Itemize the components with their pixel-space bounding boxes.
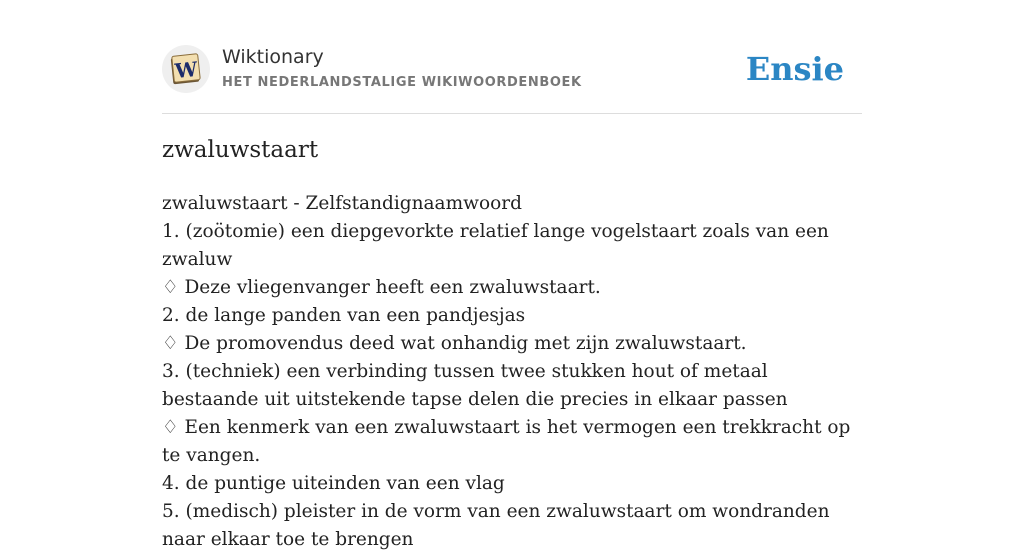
wiktionary-logo[interactable]	[162, 45, 210, 93]
definition-4: 4. de puntige uiteinden van een vlag	[162, 473, 505, 494]
definition-2: 2. de lange panden van een pandjesjas	[162, 305, 526, 326]
page-title: zwaluwstaart	[162, 137, 319, 163]
definition-content	[162, 190, 862, 554]
site-tagline: HET NEDERLANDSTALIGE WIKIWOORDENBOEK	[222, 75, 582, 90]
site-header	[162, 45, 862, 95]
definition-5: 5. (medisch) pleister in de vorm van een zwaluwstaart om wondranden naar elkaar toe te brengen	[162, 501, 830, 550]
word-type-line: zwaluwstaart - Zelfstandignaamwoord	[162, 193, 522, 214]
definition-1: 1. (zoötomie) een diepgevorkte relatief lange vogelstaart zoals van een zwaluw	[162, 221, 829, 270]
example-3: ♢ Een kenmerk van een zwaluwstaart is het vermogen een trekkracht op te vangen.	[162, 417, 851, 466]
header-divider	[162, 113, 862, 114]
svg-text:W: W	[173, 56, 199, 84]
example-2: ♢ De promovendus deed wat onhandig met zijn zwaluwstaart.	[162, 333, 747, 354]
ensie-brand-logo[interactable]: Ensie	[745, 50, 844, 88]
site-name[interactable]: Wiktionary	[222, 46, 324, 68]
wiktionary-tile-icon	[169, 52, 203, 86]
definition-3: 3. (techniek) een verbinding tussen twee stukken hout of metaal bestaande uit uitstekende tapse delen die precies in elkaar passen	[162, 361, 788, 410]
example-1: ♢ Deze vliegenvanger heeft een zwaluwstaart.	[162, 277, 601, 298]
